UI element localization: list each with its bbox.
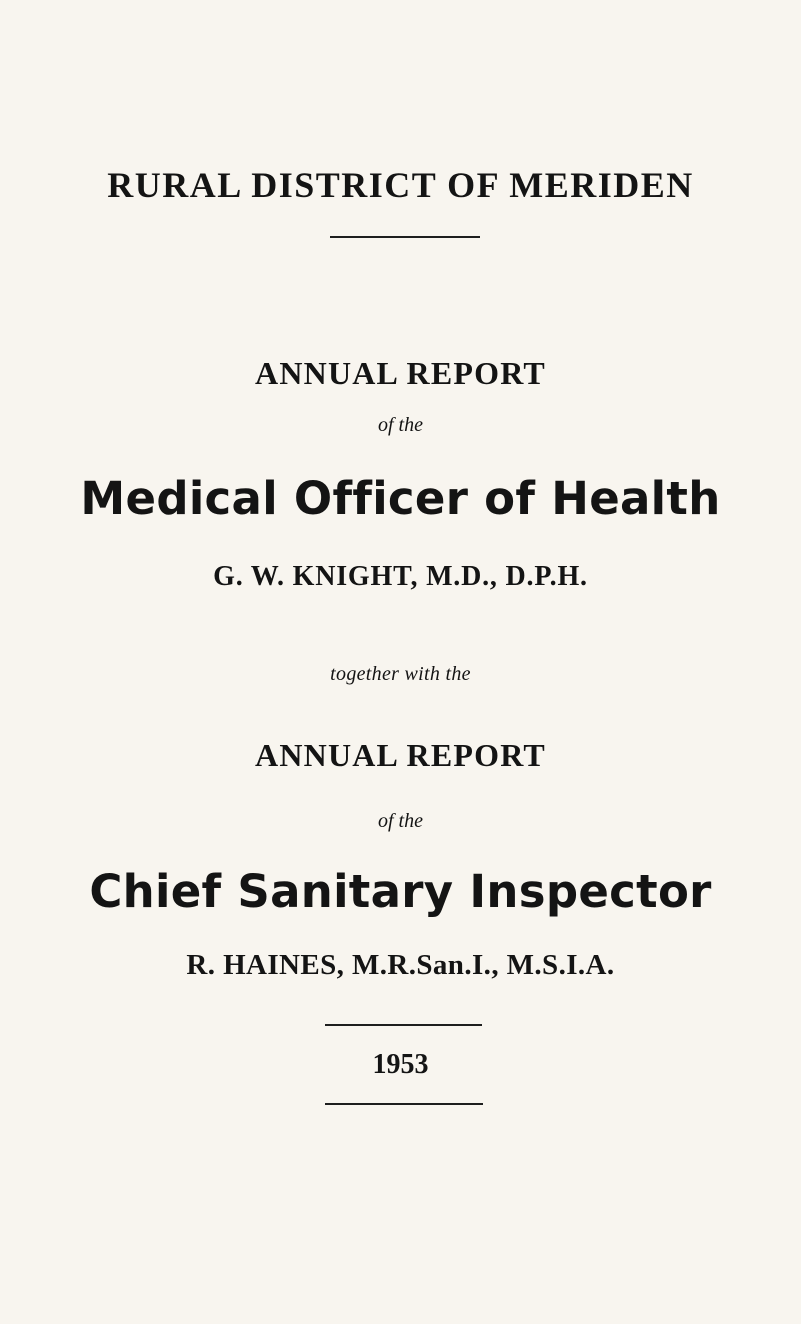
mo-of-the: of the <box>378 414 423 436</box>
divider-below-year <box>325 1103 483 1105</box>
report-year: 1953 <box>372 1049 429 1080</box>
csi-of-the: of the <box>378 810 423 832</box>
medical-officer-title: Medical Officer of Health <box>80 472 721 525</box>
medical-officer-name: G. W. KNIGHT, M.D., D.P.H. <box>213 561 588 592</box>
district-title: RURAL DISTRICT OF MERIDEN <box>107 165 694 205</box>
sanitary-inspector-title: Chief Sanitary Inspector <box>89 865 712 918</box>
divider-above-year <box>325 1024 482 1026</box>
mo-report-label: ANNUAL REPORT <box>255 355 546 391</box>
csi-report-label: ANNUAL REPORT <box>255 737 546 773</box>
divider-top <box>330 236 480 238</box>
sanitary-inspector-name: R. HAINES, M.R.San.I., M.S.I.A. <box>186 949 615 981</box>
together-with-the: together with the <box>330 663 471 685</box>
